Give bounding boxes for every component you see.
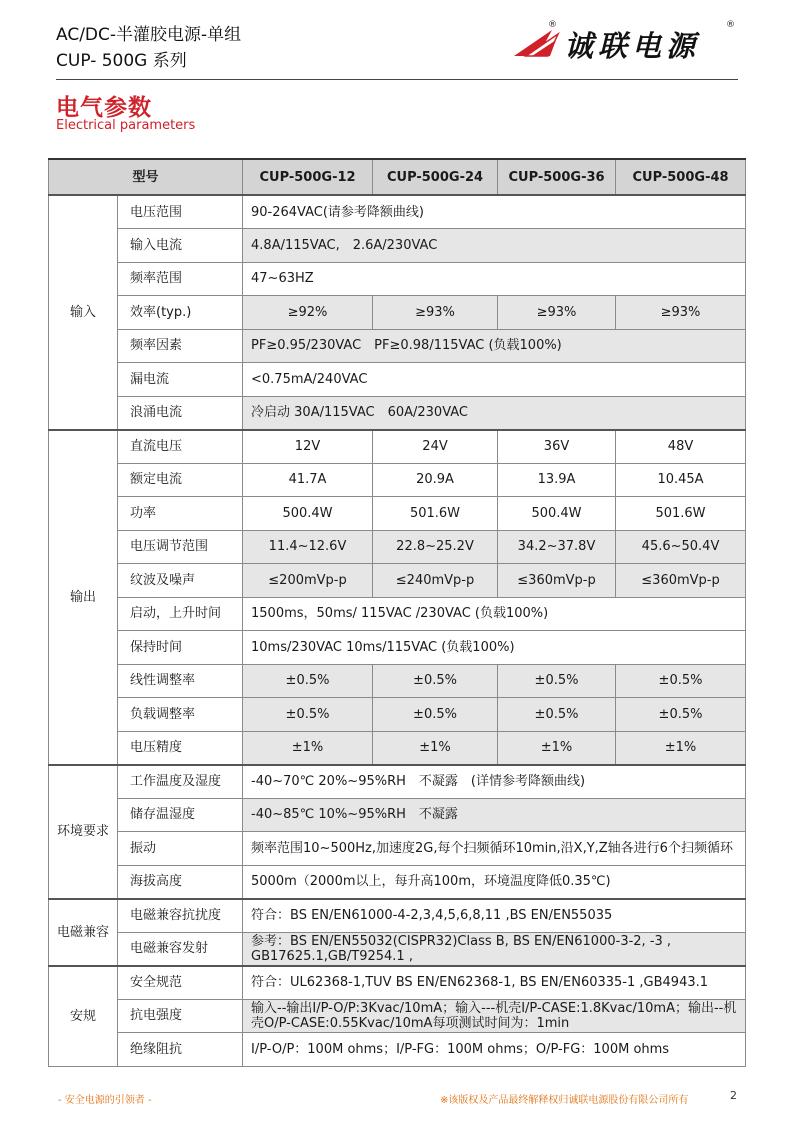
parameter-value: 48V — [616, 430, 746, 464]
parameter-label: 启动，上升时间 — [118, 597, 243, 631]
group-label: 安规 — [49, 966, 118, 1067]
product-series: CUP- 500G 系列 — [56, 51, 187, 71]
parameter-value: PF≥0.95/230VAC PF≥0.98/115VAC (负载100%) — [243, 329, 746, 363]
parameter-value: ±0.5% — [498, 698, 616, 732]
table-row — [49, 932, 746, 966]
model-header: CUP-500G-24 — [373, 159, 498, 195]
table-row — [49, 999, 746, 1033]
parameter-value: 符合：BS EN/EN61000-4-2,3,4,5,6,8,11 ,BS EN/EN55035 — [243, 899, 746, 933]
parameter-value: <0.75mA/240VAC — [243, 363, 746, 397]
parameter-value: ≥92% — [243, 296, 373, 330]
parameter-value: ≥93% — [616, 296, 746, 330]
model-header: CUP-500G-12 — [243, 159, 373, 195]
table-row — [49, 865, 746, 899]
parameter-value: 4.8A/115VAC, 2.6A/230VAC — [243, 229, 746, 263]
table-row — [49, 631, 746, 665]
parameter-value: 90-264VAC(请参考降额曲线) — [243, 195, 746, 229]
parameter-label: 线性调整率 — [118, 664, 243, 698]
parameter-value: 41.7A — [243, 463, 373, 497]
table-row — [49, 832, 746, 866]
parameter-value: ±0.5% — [498, 664, 616, 698]
parameter-value: ≤360mVp-p — [616, 564, 746, 598]
parameter-value: ≤200mVp-p — [243, 564, 373, 598]
parameter-label: 电磁兼容抗扰度 — [118, 899, 243, 933]
parameter-value: 13.9A — [498, 463, 616, 497]
parameter-value: ±0.5% — [373, 664, 498, 698]
parameter-value: ≥93% — [373, 296, 498, 330]
parameter-value: ±0.5% — [616, 698, 746, 732]
parameter-value: 冷启动 30A/115VAC 60A/230VAC — [243, 396, 746, 430]
parameter-label: 功率 — [118, 497, 243, 531]
parameter-label: 电磁兼容发射 — [118, 932, 243, 966]
parameter-label: 抗电强度 — [118, 999, 243, 1033]
group-label: 电磁兼容 — [49, 899, 118, 966]
parameter-label: 负载调整率 — [118, 698, 243, 732]
parameter-label: 海拔高度 — [118, 865, 243, 899]
group-label: 输入 — [49, 195, 118, 430]
table-row — [49, 396, 746, 430]
parameter-value: 输入--输出I/P-O/P:3Kvac/10mA；输入---机壳I/P-CASE:1.8Kvac/10mA；输出--机壳O/P-CASE:0.55Kvac/10mA每项测试时间为：1min — [243, 999, 746, 1033]
parameter-value: 22.8~25.2V — [373, 530, 498, 564]
table-row — [49, 363, 746, 397]
model-header: CUP-500G-36 — [498, 159, 616, 195]
model-header: CUP-500G-48 — [616, 159, 746, 195]
table-body — [49, 159, 746, 1066]
logo-arrow-icon — [512, 26, 562, 60]
parameter-label: 保持时间 — [118, 631, 243, 665]
table-row — [49, 899, 746, 933]
product-title — [56, 22, 241, 74]
parameter-value: 24V — [373, 430, 498, 464]
table-row — [49, 664, 746, 698]
parameter-label: 纹波及噪声 — [118, 564, 243, 598]
registered-mark: ® — [726, 20, 735, 30]
parameter-label: 储存温湿度 — [118, 798, 243, 832]
parameter-label: 电压精度 — [118, 731, 243, 765]
parameter-value: 500.4W — [498, 497, 616, 531]
table-row — [49, 262, 746, 296]
table-row — [49, 463, 746, 497]
table-row — [49, 229, 746, 263]
parameter-value: 34.2~37.8V — [498, 530, 616, 564]
parameter-value: ≤240mVp-p — [373, 564, 498, 598]
parameter-label: 电压范围 — [118, 195, 243, 229]
table-row — [49, 597, 746, 631]
parameter-label: 浪涌电流 — [118, 396, 243, 430]
parameter-value: 20.9A — [373, 463, 498, 497]
table-row — [49, 530, 746, 564]
parameter-value: 参考：BS EN/EN55032(CISPR32)Class B, BS EN/EN61000-3-2, -3 , GB17625.1,GB/T9254.1 , — [243, 932, 746, 966]
parameter-value: ±1% — [373, 731, 498, 765]
parameter-value: 12V — [243, 430, 373, 464]
parameter-value: ±0.5% — [616, 664, 746, 698]
product-family: AC/DC-半灌胶电源-单组 — [56, 25, 242, 45]
parameter-value: ≥93% — [498, 296, 616, 330]
parameter-label: 漏电流 — [118, 363, 243, 397]
table-row — [49, 430, 746, 464]
table-row — [49, 698, 746, 732]
registered-mark: ® — [548, 20, 557, 30]
parameter-label: 频率因素 — [118, 329, 243, 363]
parameter-value: ≤360mVp-p — [498, 564, 616, 598]
model-header-label: 型号 — [49, 159, 243, 195]
table-row — [49, 296, 746, 330]
parameter-value: I/P-O/P：100M ohms；I/P-FG：100M ohms；O/P-FG：100M ohms — [243, 1033, 746, 1067]
group-label: 环境要求 — [49, 765, 118, 899]
table-row — [49, 966, 746, 1000]
parameter-value: 10ms/230VAC 10ms/115VAC (负载100%) — [243, 631, 746, 665]
parameter-label: 电压调节范围 — [118, 530, 243, 564]
parameter-label: 输入电流 — [118, 229, 243, 263]
parameter-value: -40~85℃ 10%~95%RH 不凝露 — [243, 798, 746, 832]
parameter-value: 5000m（2000m以上，每升高100m，环境温度降低0.35℃) — [243, 865, 746, 899]
parameter-value: 45.6~50.4V — [616, 530, 746, 564]
parameter-value: 501.6W — [373, 497, 498, 531]
parameter-value: 符合：UL62368-1,TUV BS EN/EN62368-1, BS EN/EN60335-1 ,GB4943.1 — [243, 966, 746, 1000]
parameter-value: ±0.5% — [373, 698, 498, 732]
parameter-value: ±0.5% — [243, 698, 373, 732]
table-row — [49, 731, 746, 765]
parameter-label: 直流电压 — [118, 430, 243, 464]
parameter-value: 1500ms，50ms/ 115VAC /230VAC (负载100%) — [243, 597, 746, 631]
table-row — [49, 1033, 746, 1067]
table-row — [49, 497, 746, 531]
parameter-label: 安全规范 — [118, 966, 243, 1000]
brand-name: 诚联电源 — [564, 29, 701, 63]
section-subtitle: Electrical parameters — [56, 118, 196, 133]
brand-logo — [512, 20, 738, 66]
section-title: 电气参数 — [56, 95, 152, 121]
parameter-value: ±1% — [498, 731, 616, 765]
table-row — [49, 564, 746, 598]
table-row — [49, 329, 746, 363]
parameter-value: 47~63HZ — [243, 262, 746, 296]
parameter-value: 501.6W — [616, 497, 746, 531]
page-number: 2 — [730, 1089, 737, 1102]
group-label: 输出 — [49, 430, 118, 765]
parameter-value: ±0.5% — [243, 664, 373, 698]
footer-copyright: ※该版权及产品最终解释权归诚联电源股份有限公司所有 — [440, 1095, 689, 1106]
parameter-label: 效率(typ.) — [118, 296, 243, 330]
parameter-value: ±1% — [616, 731, 746, 765]
parameter-value: 500.4W — [243, 497, 373, 531]
electrical-parameters-table — [48, 158, 746, 1067]
parameter-label: 工作温度及湿度 — [118, 765, 243, 799]
parameter-label: 额定电流 — [118, 463, 243, 497]
parameter-value: 10.45A — [616, 463, 746, 497]
header-divider — [56, 79, 738, 80]
table-row — [49, 798, 746, 832]
parameter-value: 36V — [498, 430, 616, 464]
parameter-label: 频率范围 — [118, 262, 243, 296]
parameter-label: 振动 — [118, 832, 243, 866]
parameter-value: -40~70℃ 20%~95%RH 不凝露 (详情参考降额曲线) — [243, 765, 746, 799]
parameter-value: 11.4~12.6V — [243, 530, 373, 564]
table-header-row — [49, 159, 746, 195]
parameter-value: 频率范围10~500Hz,加速度2G,每个扫频循环10min,沿X,Y,Z轴各进行6个扫频循环 — [243, 832, 746, 866]
parameter-label: 绝缘阻抗 — [118, 1033, 243, 1067]
footer-slogan: - 安全电源的引领者 - — [58, 1095, 152, 1106]
table-row — [49, 195, 746, 229]
parameter-value: ±1% — [243, 731, 373, 765]
table-row — [49, 765, 746, 799]
